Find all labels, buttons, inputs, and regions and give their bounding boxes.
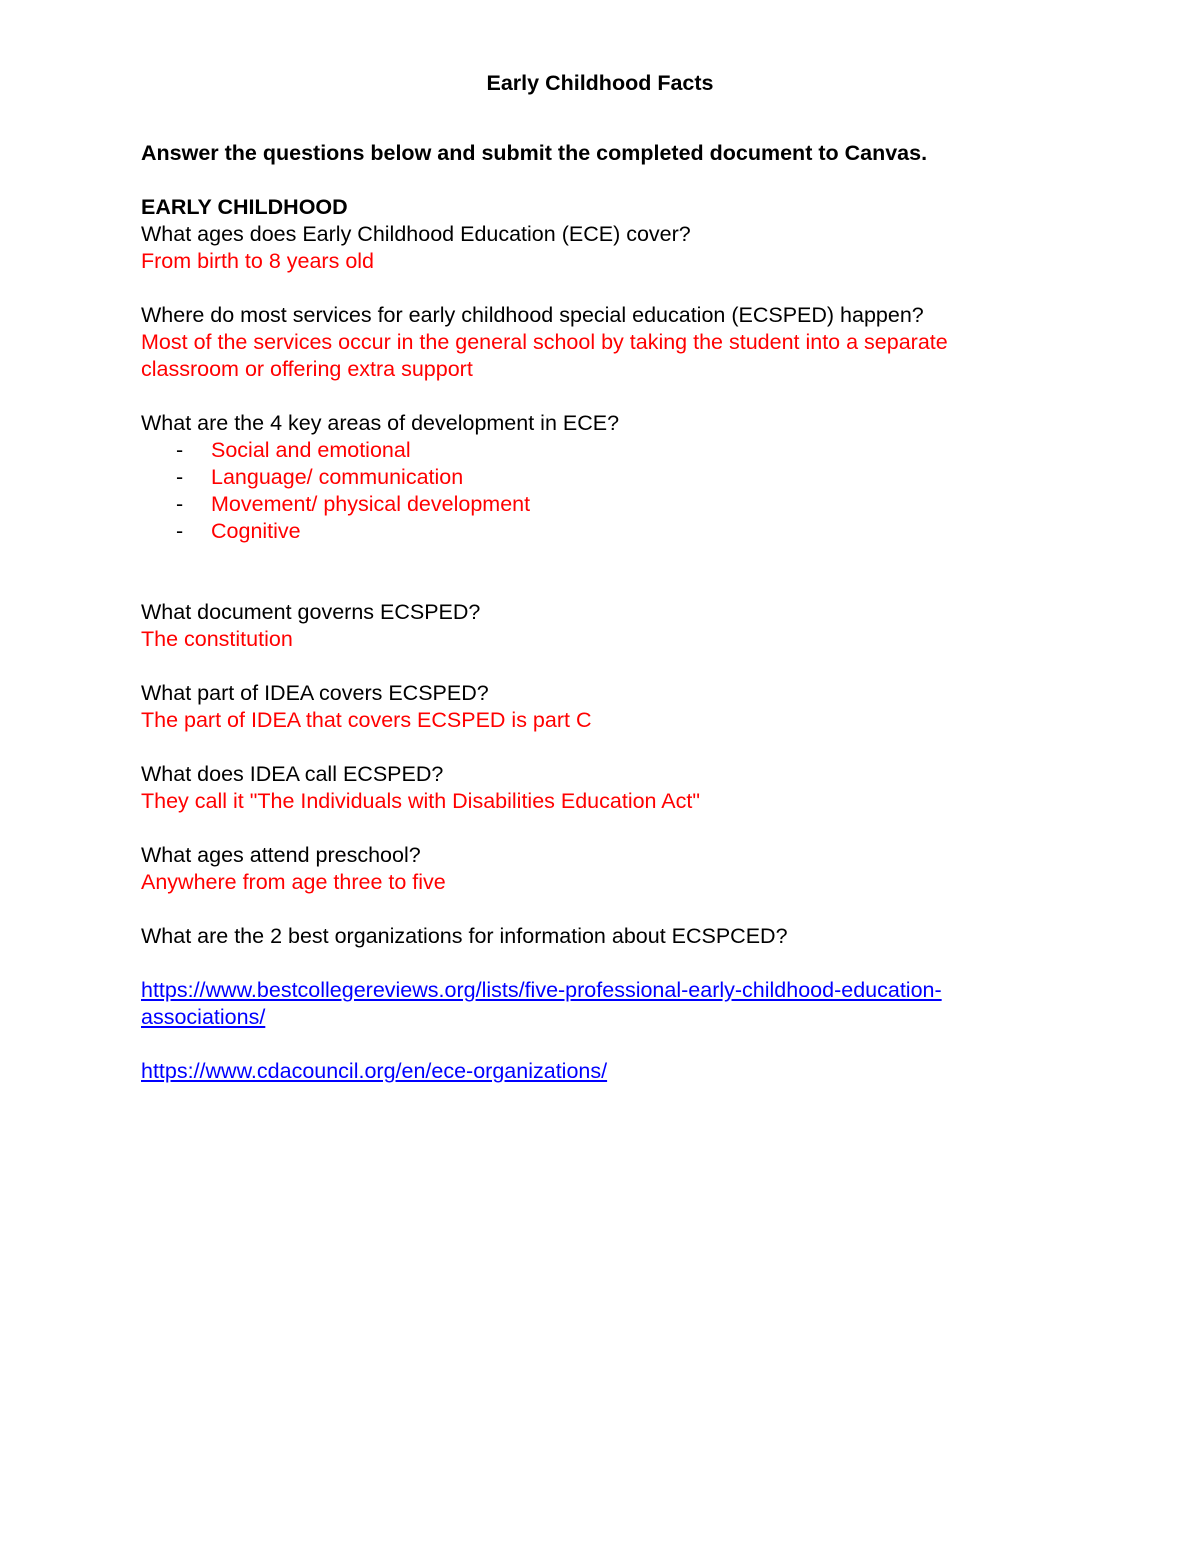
answer-idea-part: The part of IDEA that covers ECSPED is part C: [141, 708, 592, 732]
list-item: [141, 464, 1041, 491]
key-areas-list: [141, 437, 1041, 545]
answer-preschool-ages: Anywhere from age three to five: [141, 870, 446, 894]
question-governing-document: What document governs ECSPED?: [141, 600, 481, 624]
list-item: [141, 491, 1041, 518]
answer-ecsped-services-line1: Most of the services occur in the general school by taking the student into a separate: [141, 330, 948, 354]
answer-ecsped-services-line2: classroom or offering extra support: [141, 357, 473, 381]
document-body: [141, 70, 1041, 1085]
question-preschool-ages: What ages attend preschool?: [141, 843, 421, 867]
answer-governing-document: The constitution: [141, 627, 293, 651]
question-ecsped-services: Where do most services for early childhood special education (ECSPED) happen?: [141, 303, 924, 327]
area-label: Movement/ physical development: [211, 492, 531, 516]
question-ece-ages: What ages does Early Childhood Education (ECE) cover?: [141, 222, 691, 246]
area-label: Social and emotional: [211, 438, 411, 462]
question-key-areas: What are the 4 key areas of development in ECE?: [141, 411, 620, 435]
link-bestcollegereviews-line2[interactable]: associations/: [141, 1005, 266, 1029]
link-bestcollegereviews-line1[interactable]: https://www.bestcollegereviews.org/lists/five-professional-early-childhood-education-: [141, 978, 942, 1002]
bullet-dash: -: [176, 465, 184, 489]
question-idea-name: What does IDEA call ECSPED?: [141, 762, 444, 786]
document-title: Early Childhood Facts: [486, 71, 714, 95]
area-label: Language/ communication: [211, 465, 464, 489]
answer-idea-name: They call it "The Individuals with Disabilities Education Act": [141, 789, 700, 813]
question-idea-part: What part of IDEA covers ECSPED?: [141, 681, 489, 705]
bullet-dash: -: [176, 438, 184, 462]
list-item: [141, 518, 1041, 545]
list-item: [141, 437, 1041, 464]
section-heading: EARLY CHILDHOOD: [141, 195, 348, 219]
area-label: Cognitive: [211, 519, 301, 543]
bullet-dash: -: [176, 519, 184, 543]
link-bestcollegereviews[interactable]: [141, 977, 1041, 1031]
bullet-dash: -: [176, 492, 184, 516]
link-cdacouncil[interactable]: https://www.cdacouncil.org/en/ece-organizations/: [141, 1059, 608, 1083]
answer-ece-ages: From birth to 8 years old: [141, 249, 375, 273]
instructions-text: Answer the questions below and submit the completed document to Canvas.: [141, 141, 928, 165]
question-organizations: What are the 2 best organizations for information about ECSPCED?: [141, 924, 788, 948]
